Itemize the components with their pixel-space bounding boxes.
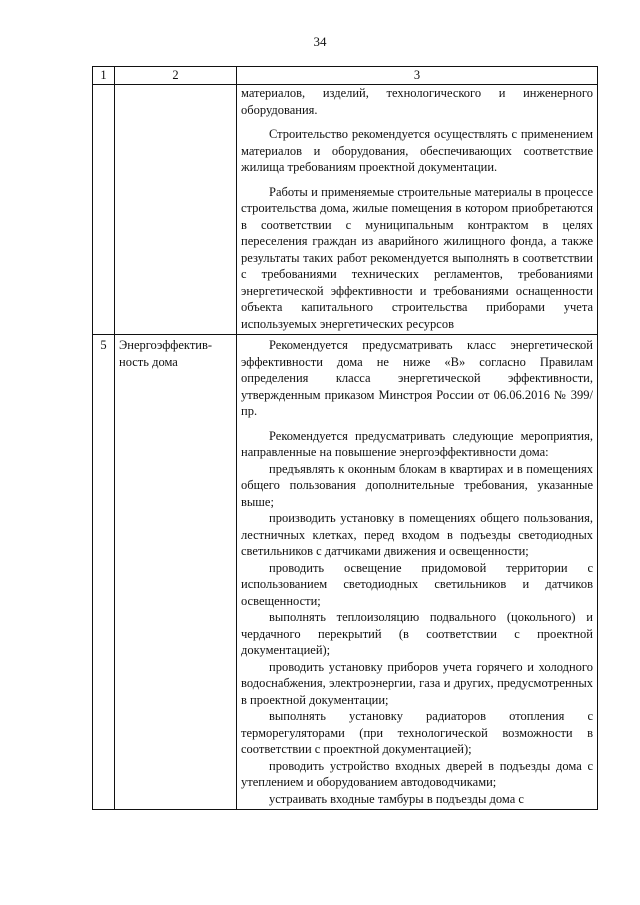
table-row-continued [93,85,598,335]
column-header-1: 1 [93,67,115,85]
paragraph: Работы и применяемые строительные материалы в процессе строительства дома, жилые помещения в котором приобретаются в соответствии с муниципальным контрактом в целях переселения граждан из аварийного жилищного фонда, а также результаты таких работ рекомендуется выполнять в соответствии с требованиями технических регламентов, требованиями энергетической эффективности и требованиями оснащенности объекта капитального строительства приборами учета используемых энергетических ресурсов [241,184,593,331]
paragraph: Строительство рекомендуется осуществлять с применением материалов и оборудования, обеспечивающих соответствие жилища требованиям проектной документации. [241,127,593,174]
table-row-5 [93,335,598,810]
paragraph: производить установку в помещениях общего пользования, лестничных клетках, перед входом в подъезды светодиодных светильников с датчиками движения и освещенности; [241,511,593,558]
paragraph: проводить устройство входных дверей в подъезды дома с утеплением и оборудованием автодоводчиками; [241,758,593,789]
paragraph: устраивать входные тамбуры в подъезды дома с [269,791,524,806]
paragraph: предъявлять к оконным блокам в квартирах и в помещениях общего пользования дополнительные требования, указанные выше; [241,461,593,509]
page-number: 34 [313,34,327,49]
row-content-cell [237,85,598,335]
table-header-row [93,67,598,85]
row-name-cell: Энергоэффектив-ность дома [115,335,237,810]
row-name-cell [115,85,237,335]
row-number-cell: 5 [93,335,115,810]
column-header-2: 2 [115,67,237,85]
column-header-3: 3 [237,67,598,85]
paragraph: выполнять теплоизоляцию подвального (цокольного) и чердачного перекрытий (в соответствии с проектной документацией); [241,610,593,657]
paragraph: Рекомендуется предусматривать класс энергетической эффективности дома не ниже «В» согласно Правилам определения класса энергетической эффективности, утвержденным приказом Минстроя России от 06.06.2016 № 399/пр. [241,338,593,418]
paragraph: Рекомендуется предусматривать следующие мероприятия, направленные на повышение энергоэффективности дома: [241,428,593,459]
paragraph: материалов, изделий, технологического и инженерного оборудования. [241,86,593,117]
row-content-cell [237,335,598,810]
paragraph: проводить освещение придомовой территории с использованием светодиодных светильников и датчиков освещенности; [241,560,593,608]
paragraph: выполнять установку радиаторов отопления с терморегуляторами (при технологической возможности в соответствии с проектной документацией); [241,709,593,756]
row-number-cell [93,85,115,335]
paragraph: проводить установку приборов учета горячего и холодного водоснабжения, электроэнергии, газа и других, предусмотренных в проектной документации; [241,659,593,707]
requirements-table [92,66,598,810]
